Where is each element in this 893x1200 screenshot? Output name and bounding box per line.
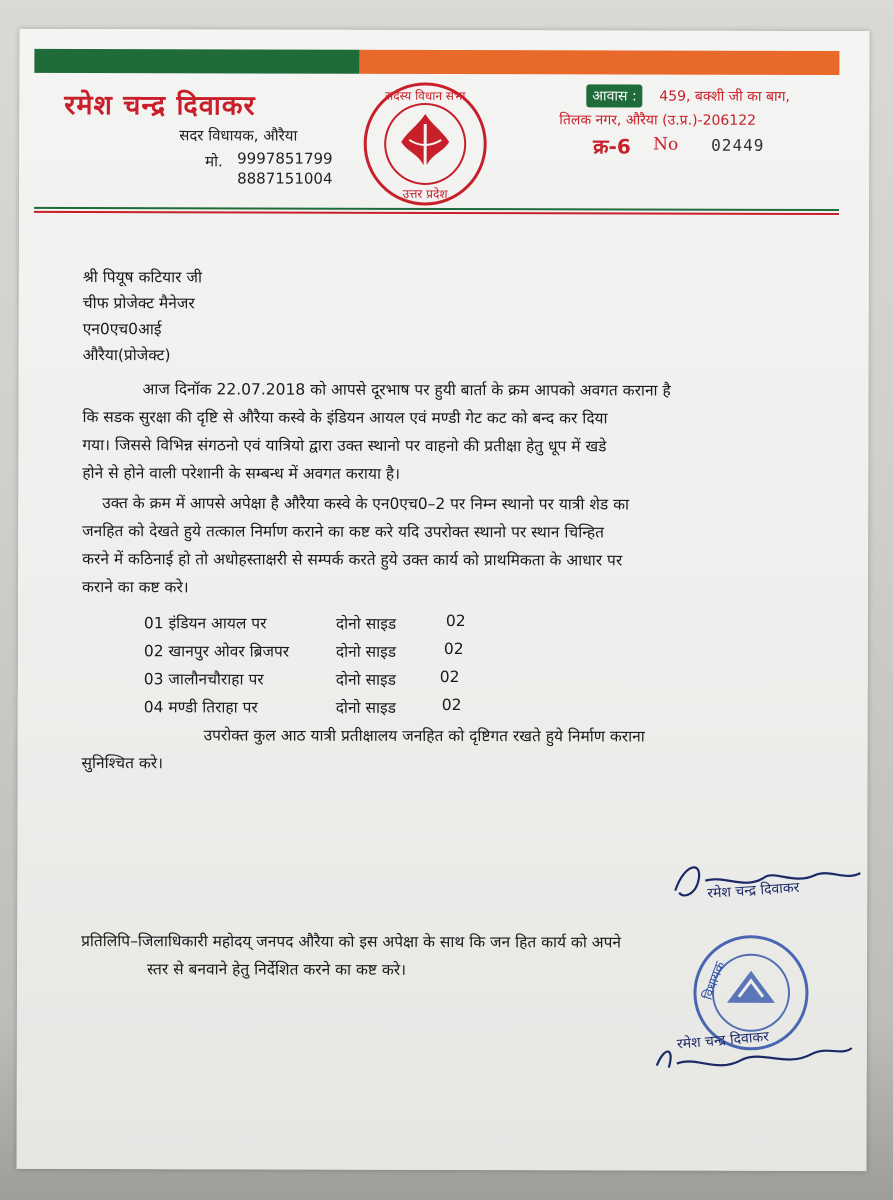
body-line: उक्त के क्रम में आपसे अपेक्षा है औरैया कस्वे के एन0एच0–2 पर निम्न स्थानो पर यात्री शेड का	[102, 494, 630, 514]
closing-line: उपरोक्त कुल आठ यात्री प्रतीक्षालय जनहित को दृष्टिगत रखते हुये निर्माण कराना	[203, 726, 645, 746]
body-line: होने से होने वाली परेशानी के सम्बन्ध में अवगत कराया है।	[82, 464, 401, 483]
list-item-label: 02 खानपुर ओवर ब्रिजपर	[143, 642, 290, 661]
list-item-count: 02	[441, 695, 462, 715]
list-item-count: 02	[445, 612, 466, 631]
list-item-count: 02	[439, 667, 460, 687]
header-rule-red	[34, 211, 839, 215]
address-line-2: तिलक नगर, औरैया (उ.प्र.)-206122	[559, 112, 757, 129]
address-label-badge: आवास :	[586, 84, 642, 107]
cc-line: प्रतिलिपि–जिलाधिकारी महोदय् जनपद औरैया को इस अपेक्षा के साथ कि जन हित कार्य को अपने	[81, 932, 622, 952]
recipient-line: औरैया(प्रोजेक्ट)	[82, 346, 171, 365]
cc-line: स्तर से बनवाने हेतु निर्देशित करने का कष्ट करे।	[147, 960, 406, 979]
mobile-number-1: 9997851799	[237, 149, 333, 168]
stamp-text: विधायक	[700, 959, 729, 1003]
recipient-line: श्री पियूष कटियार जी	[82, 268, 203, 287]
reference-no-label: No	[653, 134, 679, 155]
vidhan-sabha-seal-icon	[361, 80, 489, 208]
letter-sheet	[17, 29, 870, 1171]
list-item-count: 02	[443, 640, 464, 659]
closing-line: सुनिश्चित करे।	[81, 754, 164, 773]
second-signature-name: रमेश चन्द्र दिवाकर	[676, 1028, 770, 1053]
list-item-side: दोनो साइड	[335, 614, 397, 633]
mobile-number-2: 8887151004	[237, 169, 333, 188]
header-bar-orange	[359, 50, 839, 75]
list-item-side: दोनो साइड	[335, 670, 397, 689]
mobile-label: मो.	[205, 152, 223, 171]
recipient-line: एन0एच0आई	[82, 320, 162, 339]
seal-top-text: सदस्य विधान सभा	[385, 88, 466, 104]
header-bar-green	[34, 49, 359, 74]
list-item-label: 03 जालौनचौराहा पर	[143, 670, 264, 689]
list-item-label: 04 मण्डी तिराहा पर	[143, 698, 258, 717]
sender-designation: सदर विधायक, औरैया	[179, 126, 298, 145]
reference-kra: क्र-6	[593, 134, 631, 159]
body-line: कि सडक सुरक्षा की दृष्टि से औरैया कस्वे के इंडियन आयल एवं मण्डी गेट कट को बन्द कर दिया	[82, 408, 608, 428]
signature-name: रमेश चन्द्र दिवाकर	[706, 879, 800, 902]
list-item-label: 01 इंडियन आयल पर	[143, 614, 267, 633]
list-item-side: दोनो साइड	[335, 698, 396, 717]
reference-number: 02449	[711, 135, 765, 155]
recipient-line: चीफ प्रोजेक्ट मैनेजर	[82, 294, 195, 313]
sender-name: रमेश चन्द्र दिवाकर	[64, 90, 256, 122]
list-item-side: दोनो साइड	[335, 642, 397, 661]
body-line: करने में कठिनाई हो तो अधोहस्ताक्षरी से सम्पर्क करते हुये उक्त कार्य को प्राथमिकता के आधार पर	[82, 550, 623, 570]
body-line: गया। जिससे विभिन्न संगठनो एवं यात्रियो द्वारा उक्त स्थानो पर वाहनो की प्रतीक्षा हेतु धूप में खडे	[82, 436, 607, 456]
address-line-1: 459, बक्शी जी का बाग,	[659, 88, 790, 105]
body-line: जनहित को देखते हुये तत्काल निर्माण कराने का कष्ट करे यदि उपरोक्त स्थानो पर स्थान चिन्हित	[82, 522, 604, 542]
body-line: कराने का कष्ट करे।	[82, 578, 189, 597]
seal-bottom-text: उत्तर प्रदेश	[402, 186, 448, 202]
body-line: आज दिनॉक 22.07.2018 को आपसे दूरभाष पर हुयी बार्ता के क्रम आपको अवगत कराना है	[142, 380, 671, 400]
